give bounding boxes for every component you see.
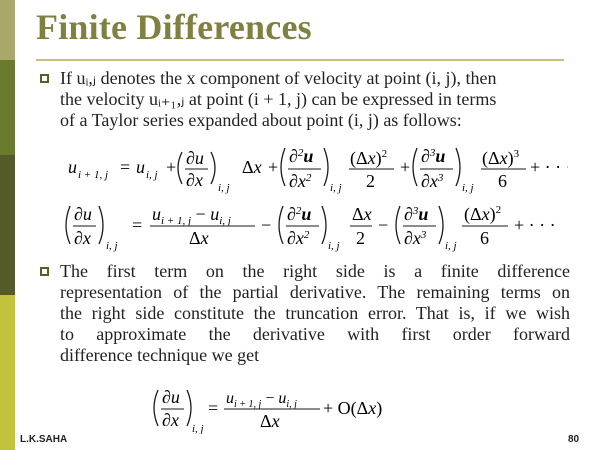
svg-text:∂u: ∂u: [186, 148, 204, 168]
svg-text:−: −: [261, 215, 272, 235]
svg-text:∂x3: $\partial x^3$: [404, 228, 427, 248]
svg-text:i, j: i, j: [106, 240, 118, 252]
paragraph-line: the right side constitute the truncation error. That is, if we wish: [60, 303, 570, 323]
svg-text:+: +: [166, 157, 177, 177]
svg-text:∂x: ∂x: [74, 228, 91, 248]
svg-text:+: +: [268, 157, 279, 177]
paragraph-line: to approximate the derivative with first order forward: [60, 324, 570, 344]
paragraph-line: If uᵢ,ⱼ denotes the x component of velocity at point (i, j), then: [60, 68, 497, 88]
paragraph-line: of a Taylor series expanded about point (i, j) as follows:: [60, 110, 462, 130]
footer-page-number: 80: [568, 434, 580, 445]
svg-text:6: 6: [480, 228, 489, 248]
svg-text:+ O(Δx): + O(Δx): [323, 398, 383, 418]
svg-text:i, j: i, j: [330, 182, 342, 194]
svg-text:Δx: Δx: [352, 204, 372, 224]
bullet-square-icon: [40, 267, 49, 276]
bullet-square-icon: [40, 74, 49, 83]
equation-derivative-expansion: [62, 196, 567, 254]
svg-text:2: 2: [366, 171, 375, 191]
svg-text:ui + 1, j − ui, j: $u_{i + 1, j} - u_{i, j}$: [152, 204, 231, 227]
paragraph-line: The first term on the right side is a finite difference: [60, 261, 570, 281]
svg-text:∂2u: ∂$^2$u: [287, 204, 312, 224]
svg-text:∂u: ∂u: [162, 387, 180, 407]
footer-author: L.K.SAHA: [20, 434, 68, 445]
svg-text:6: 6: [498, 171, 507, 191]
svg-text:+ · · ·: + · · ·: [514, 215, 556, 235]
svg-text:i, j: i, j: [218, 182, 230, 194]
sidebar-band: [0, 295, 15, 450]
title-underline: [36, 59, 564, 61]
svg-text:u: u: [68, 157, 77, 177]
paragraph-truncation-error: [60, 261, 570, 366]
svg-text:i, j: i, j: [328, 240, 340, 252]
svg-text:∂x3: $\partial x^3$: [421, 171, 444, 191]
slide-title: Finite Differences: [36, 7, 312, 47]
svg-text:∂x2: $\partial x^2$: [289, 171, 312, 191]
equation-taylor-expansion: [68, 136, 568, 196]
svg-text:∂3u: ∂$^3$u: [421, 146, 446, 166]
paragraph-line: representation of the partial derivative. The remaining terms on: [60, 282, 570, 302]
paragraph-line: the velocity uᵢ₊₁,ⱼ at point (i + 1, j) can be expressed in terms: [60, 89, 497, 109]
svg-text:i + 1, j: i + 1, j: [78, 169, 109, 181]
svg-text:i, j: i, j: [445, 240, 457, 252]
svg-text:i, j: i, j: [146, 169, 158, 181]
equation-forward-difference: [150, 384, 390, 434]
svg-text:(Δx)2: $(\Delta x)^2$: [464, 204, 502, 224]
svg-text:ui + 1, j − ui, j: $u_{i + 1, j} - u_{i, j}$: [226, 390, 297, 410]
sidebar-decoration: [0, 0, 15, 450]
svg-text:∂x: ∂x: [186, 170, 203, 190]
svg-text:∂x: ∂x: [162, 410, 179, 430]
svg-text:(Δx)2: $(\Delta x)^2$: [350, 148, 388, 168]
svg-text:−: −: [378, 215, 389, 235]
svg-text:Δx: Δx: [242, 157, 262, 177]
sidebar-band: [0, 0, 15, 60]
svg-text:2: 2: [356, 228, 365, 248]
svg-text:∂2u: ∂$^2$u: [289, 146, 314, 166]
svg-text:i, j: i, j: [462, 182, 474, 194]
svg-text:(Δx)3: $(\Delta x)^3$: [482, 148, 520, 168]
paragraph-taylor-series: [60, 68, 570, 131]
svg-text:∂x2: $\partial x^2$: [287, 228, 310, 248]
paragraph-line: difference technique we get: [60, 345, 260, 365]
svg-text:u: u: [136, 157, 145, 177]
svg-text:=: =: [120, 157, 131, 177]
sidebar-band: [0, 60, 15, 155]
svg-text:=: =: [132, 215, 143, 235]
svg-text:∂u: ∂u: [74, 204, 92, 224]
svg-text:+: +: [400, 157, 411, 177]
svg-text:∂3u: ∂$^3$u: [404, 204, 429, 224]
svg-text:Δx: Δx: [260, 411, 280, 431]
svg-text:i, j: i, j: [192, 423, 204, 434]
sidebar-band: [0, 155, 15, 295]
svg-text:+ · · ·: + · · ·: [530, 157, 568, 177]
svg-text:Δx: Δx: [189, 228, 209, 248]
svg-text:=: =: [208, 398, 219, 418]
